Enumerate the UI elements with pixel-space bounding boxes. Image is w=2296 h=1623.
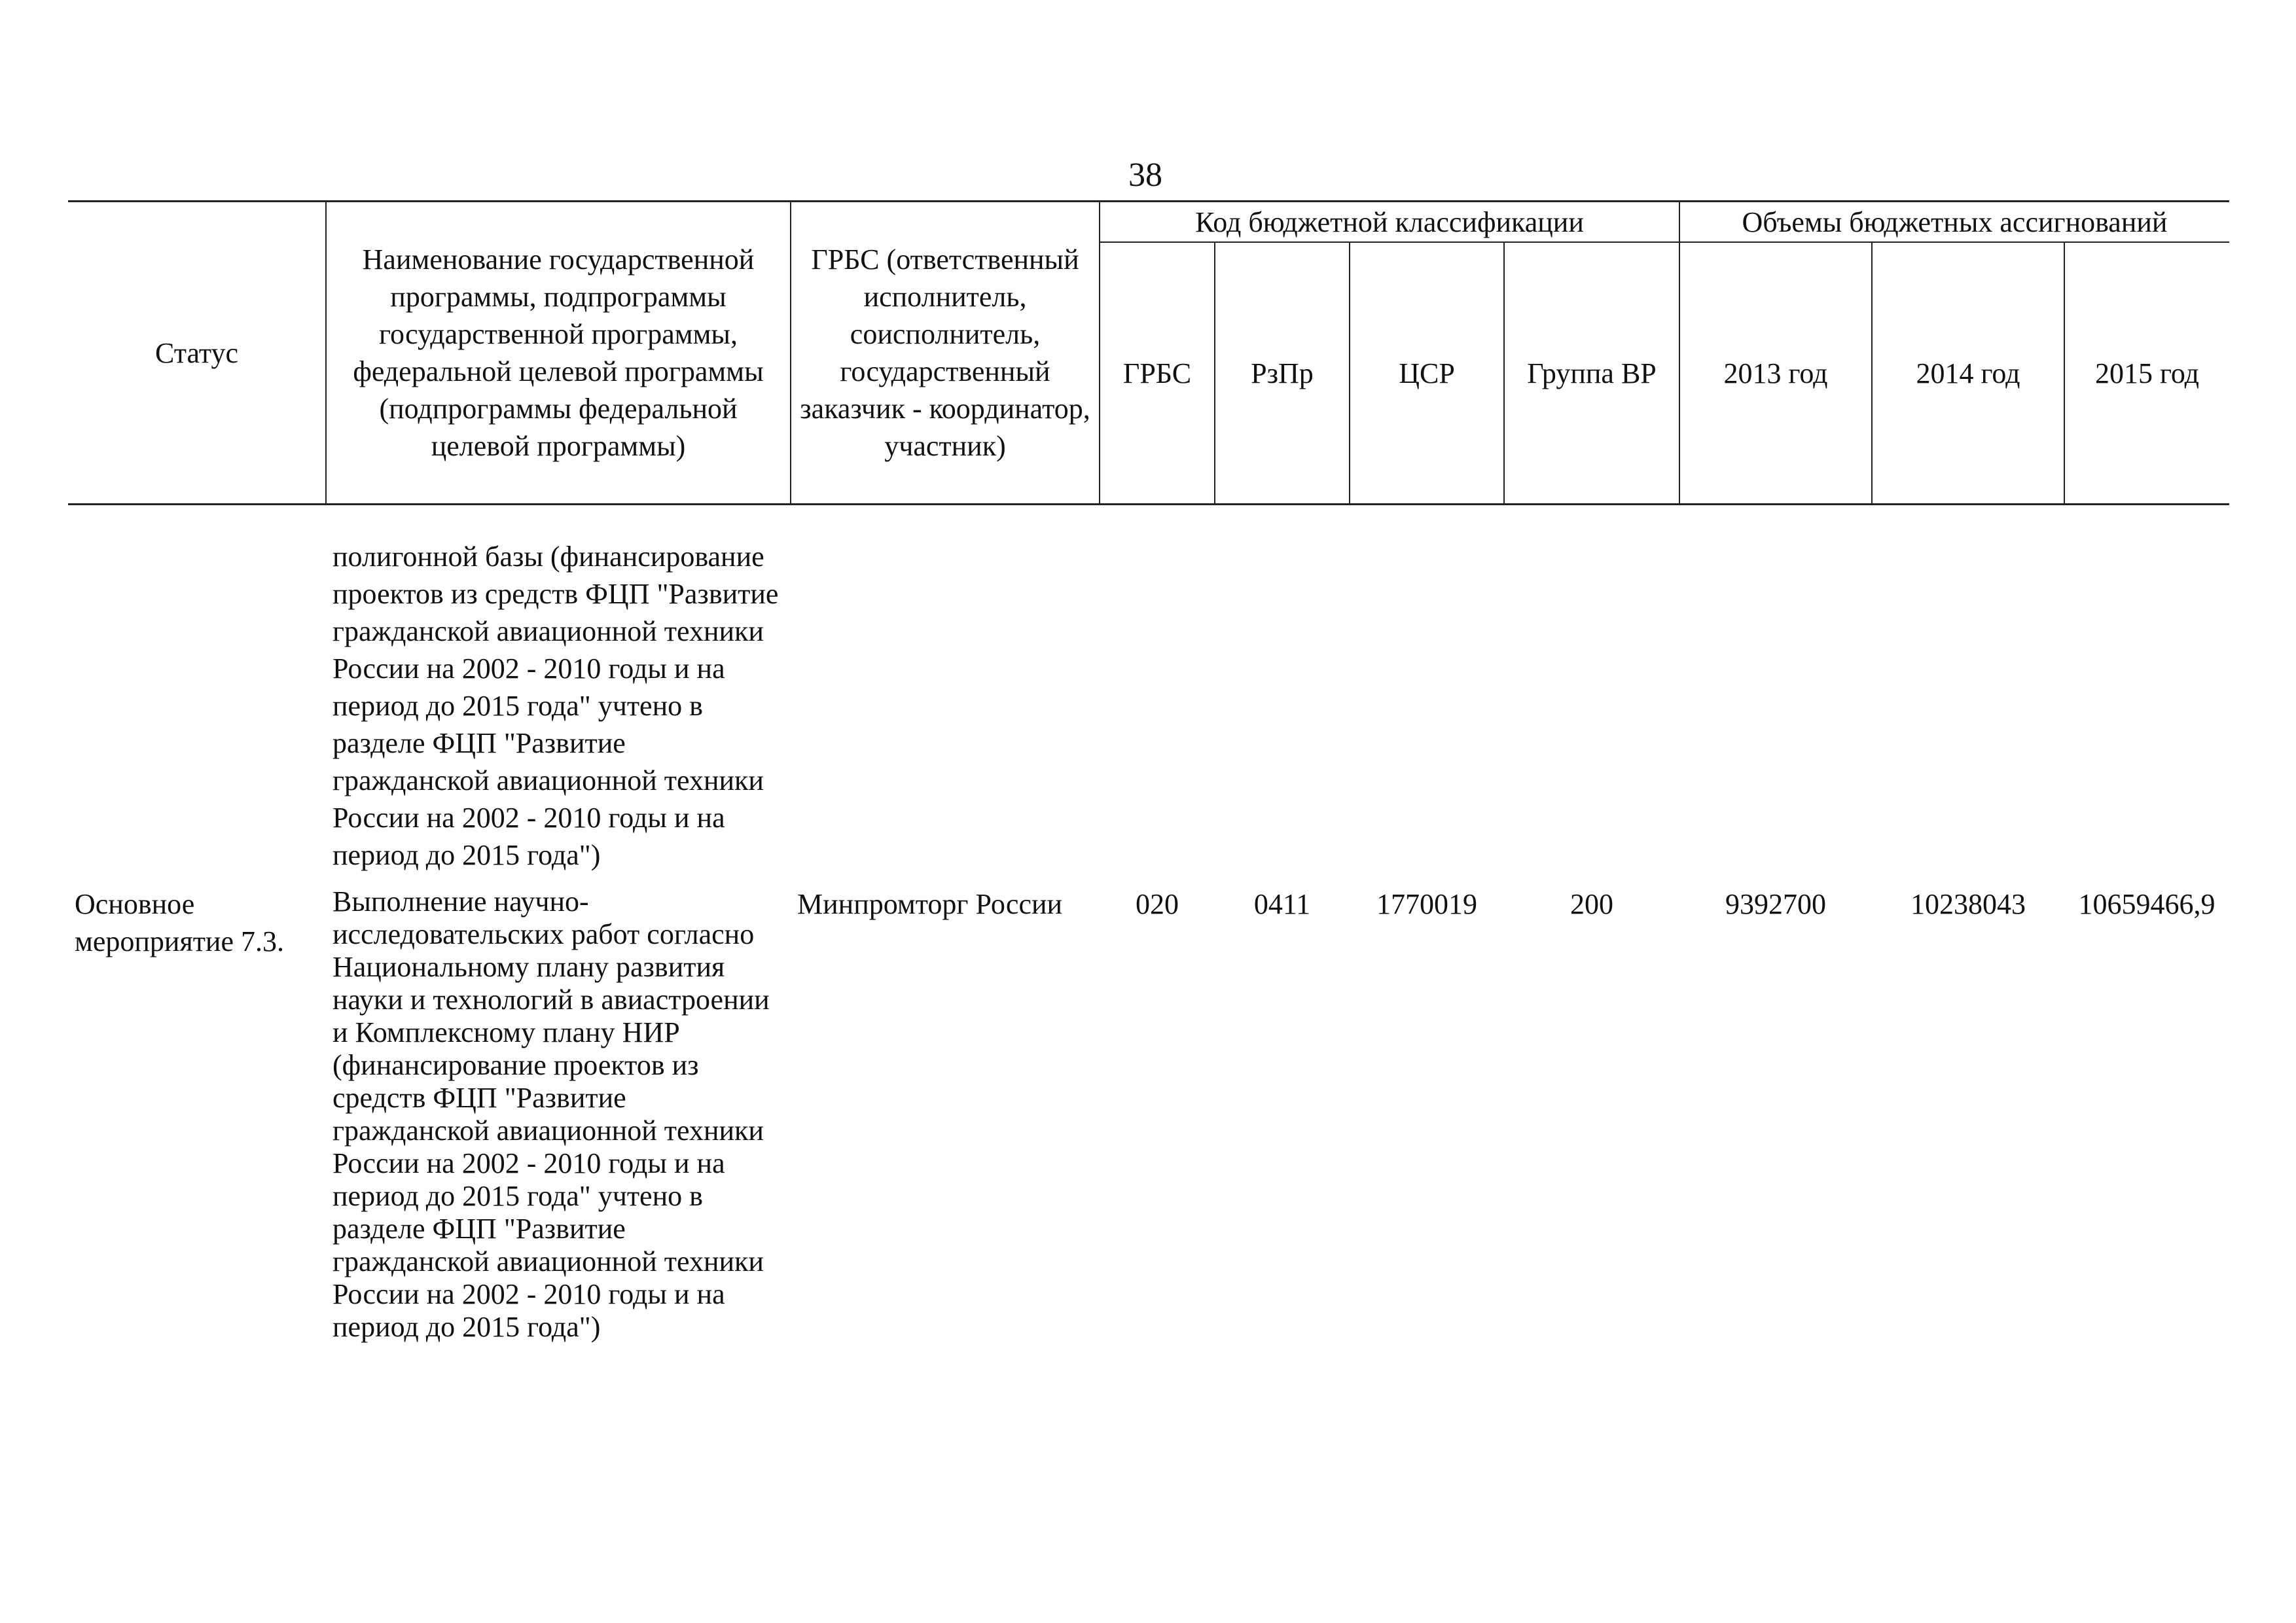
row-status: Основное мероприятие 7.3.: [75, 888, 285, 957]
row-name: полигонной базы (финансирование проектов из средств ФЦП "Развитие гражданской авиационной техники России на 2002 - 2010 годы и на период до 2015 года" учтено в разделе ФЦП "Развитие гражданской авиационной техники России на 2002 - 2010 годы и на период до 2015 года"): [332, 541, 779, 871]
table-row: [68, 505, 2229, 874]
col-header-name: Наименование государственной программы, подпрограммы государственной программы, федеральной целевой программы (подпрограммы федеральной целевой программы): [326, 202, 791, 505]
row-grbs: 020: [1136, 888, 1179, 920]
col-group-budget-code: Код бюджетной классификации: [1100, 202, 1679, 243]
row-grbs: [1100, 505, 1215, 874]
row-csr: 1770019: [1376, 888, 1477, 920]
col-group-budget-volume: Объемы бюджетных ассигнований: [1679, 202, 2229, 243]
col-header-grbs-role: ГРБС (ответственный исполнитель, соисполнитель, государственный заказчик - координатор, участник): [791, 202, 1100, 505]
col-header-year-2015: 2015 год: [2064, 242, 2229, 505]
row-status: [68, 505, 326, 874]
row-vr: 200: [1570, 888, 1613, 920]
row-csr: [1350, 505, 1504, 874]
col-header-rzpr: РзПр: [1215, 242, 1350, 505]
row-vr: [1504, 505, 1679, 874]
col-header-vr-group: Группа ВР: [1504, 242, 1679, 505]
row-2014: 10238043: [1910, 888, 2026, 920]
page-number: 38: [1128, 156, 1162, 194]
row-2014: [1872, 505, 2064, 874]
col-header-grbs: ГРБС: [1100, 242, 1215, 505]
table-row: [68, 874, 2229, 1344]
row-rzpr: 0411: [1253, 888, 1311, 920]
row-2013: [1679, 505, 1872, 874]
row-name: Выполнение научно-исследовательских работ согласно Национальному плану развития науки и технологий в авиастроении и Комплексному плану НИР (финансирование проектов из средств ФЦП "Развитие гражданской авиационной техники России на 2002 - 2010 годы и на период до 2015 года" учтено в разделе ФЦП "Развитие гражданской авиационной техники России на 2002 - 2010 годы и на период до 2015 года"): [332, 885, 770, 1343]
budget-allocation-table: [68, 200, 2229, 1344]
row-executor: Минпромторг России: [797, 888, 1063, 920]
col-header-year-2013: 2013 год: [1679, 242, 1872, 505]
col-header-status: Статус: [68, 202, 326, 505]
row-2015: 10659466,9: [2078, 888, 2215, 920]
row-rzpr: [1215, 505, 1350, 874]
row-2013: 9392700: [1725, 888, 1827, 920]
col-header-year-2014: 2014 год: [1872, 242, 2064, 505]
col-header-csr: ЦСР: [1350, 242, 1504, 505]
row-2015: [2064, 505, 2229, 874]
row-executor: [791, 505, 1100, 874]
